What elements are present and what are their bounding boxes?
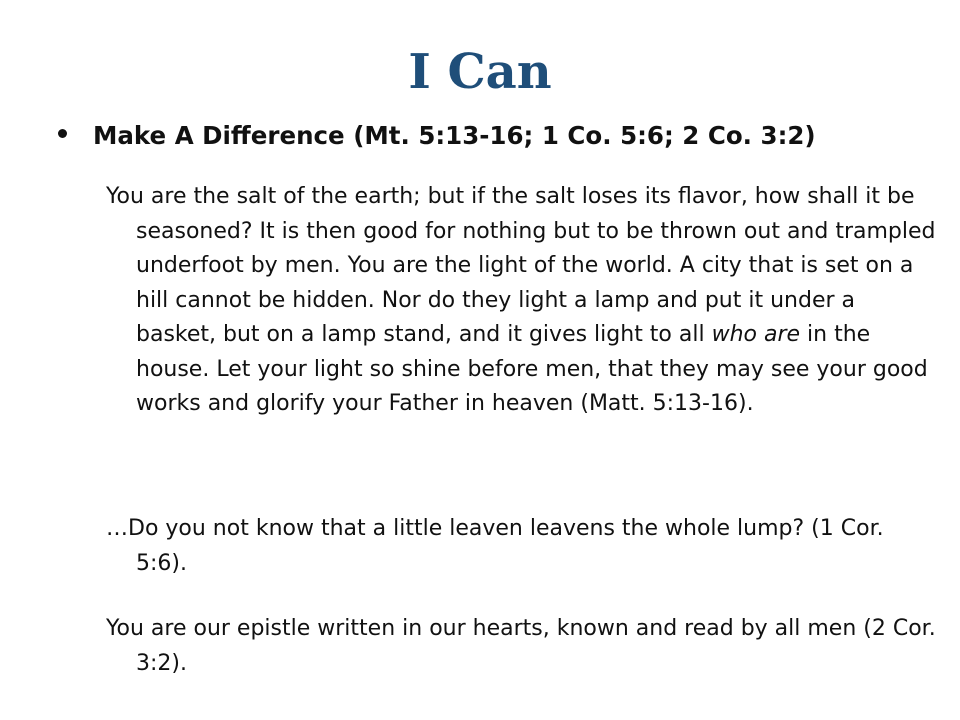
scripture-paragraph-corinthians-1: …Do you not know that a little leaven leavens the whole lump? (1 Cor. 5:6). xyxy=(106,516,884,576)
bullet-icon xyxy=(58,129,67,138)
bullet-text: Make A Difference (Mt. 5:13-16; 1 Co. 5:6; 2 Co. 3:2) xyxy=(93,121,816,150)
scripture-text: You are the salt of the earth; but if the salt loses its flavor, how shall it be seasoned? It is then good for nothing but to be thrown out and trampled underfoot by men. You are the light of the world. A city that is set on a hill cannot be hidden. Nor do they light a lamp and put it under a basket, but on a lamp stand, and it gives light to all xyxy=(106,184,936,347)
scripture-paragraph-corinthians-2: You are our epistle written in our hearts, known and read by all men (2 Cor. 3:2). xyxy=(106,616,936,676)
scripture-text-continued: in the house. Let your light so shine before men, that they may see your good works and glorify your Father in heaven (Matt. 5:13-16). xyxy=(136,322,928,416)
slide-title: I Can xyxy=(408,44,552,100)
bullet-point xyxy=(58,118,938,154)
scripture-italic-text: who are xyxy=(711,322,801,347)
scripture-paragraph-matthew xyxy=(106,180,936,422)
